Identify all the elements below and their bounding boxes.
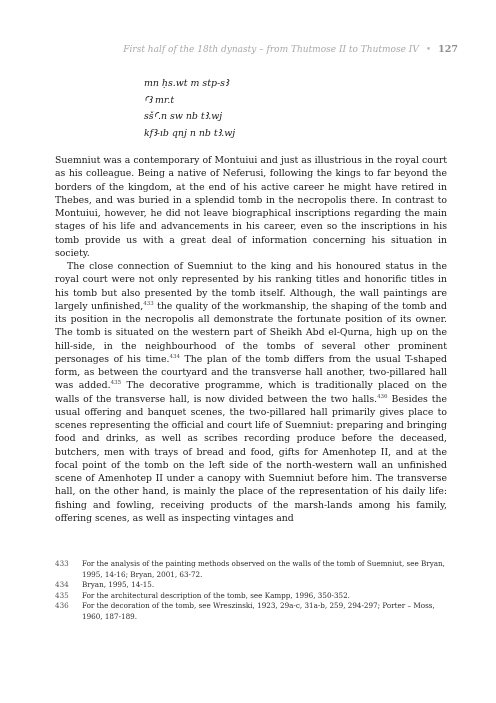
footnote <box>55 601 447 622</box>
footnote <box>55 580 447 591</box>
footnote-number: 433 <box>55 559 69 568</box>
text-run: The decorative programme, which is traditionally placed on the walls of the transverse hall, is now divided between the two halls. <box>55 380 447 405</box>
footnote-ref[interactable]: 436 <box>377 393 388 400</box>
title-line: ꜤꜢ mr.t <box>144 94 175 106</box>
footnote-ref[interactable]: 434 <box>169 353 180 360</box>
text-run: Besides the usual offering and banquet scenes, the two-pillared hall primarily gives place to scenes representing the official and court life of Suemniut: preparing and bringing food and drinks, as well as scribes recording produce before the deceased, butchers, men with trays of bread and food, gifts for Amenhotep II, and at the focal point of the tomb on the left side of the north-western wall an unfinished scene of Amenhotep II under a canopy with Suemniut before him. The transverse hall, on the other hand, is mainly the place of the representation of his daily life: fishing and fowling, receiving products of the marsh-lands among his family, offering scenes, as well as inspecting vintages and <box>55 393 447 524</box>
footnote <box>55 591 447 602</box>
footnote-number: 436 <box>55 601 69 611</box>
bullet-separator: • <box>425 45 432 55</box>
title-line: kfꜢ-ıb qnj n nb tꜢ.wj <box>144 127 236 139</box>
footnote-number: 434 <box>55 580 69 590</box>
footnote <box>55 559 447 580</box>
text-run: The plan of the tomb differs from the usual T-shaped form, as between the courtyard and the transverse hall another, two-pillared hall was added. <box>55 353 447 392</box>
text-run: the quality of the workmanship, the shaping of the tomb and its position in the necropolis all demonstrate the fortunate position of its owner. The tomb is situated on the western part of Sheikh Abd el-Qurna, high up on the hill-side, in the neighbourhood of the tombs of several other prominent personages of his time. <box>55 300 447 365</box>
paragraph <box>55 154 447 260</box>
running-head-title: First half of the 18th dynasty – from Thutmose II to Thutmose IV <box>123 45 419 55</box>
footnote-text: For the decoration of the tomb, see Wreszinski, 1923, 29a-c, 31a-b, 259, 294-297; Porter – Moss, 1960, 187-189. <box>82 601 435 621</box>
footnote-ref[interactable]: 433 <box>143 300 154 307</box>
footnote-ref[interactable]: 435 <box>110 380 122 387</box>
title-line: sšꜤ.n sw nb tꜢ.wj <box>144 111 223 122</box>
footnote-text: For the analysis of the painting methods observed on the walls of the tomb of Suemniut, see Bryan, 1995, 14-16; Bryan, 2001, 63-72. <box>82 559 445 579</box>
title-line: mn ḥs.wt m stp-sꜢ <box>144 78 229 89</box>
page-number: 127 <box>438 44 458 55</box>
footnotes <box>55 559 447 623</box>
footnote-number: 435 <box>55 590 69 600</box>
body-text <box>55 154 447 525</box>
paragraph <box>55 260 447 525</box>
titles-list <box>144 76 235 142</box>
text-run: The close connection of Suemniut to the king and his honoured status in the royal court were not only represented by his ranking titles and honorific titles in his tomb but also presented by the tomb itself. Although, the wall paintings are largely unfinished, <box>55 261 447 312</box>
footnote-text: Bryan, 1995, 14-15. <box>82 580 155 590</box>
text-run: Suemniut was a contemporary of Montuiui and just as illustrious in the royal court as his colleague. Being a native of Neferusi, following the kings to far beyond the borders of the kingdom, at the end of his active career he might have retired in Thebes, and was buried in a splendid tomb in the necropolis there. In contrast to Montuiui, however, he did not leave biographical inscriptions regarding the main stages of his life and advancements in his career, even so the inscriptions in his tomb provide us with a great deal of information concerning his situation in society. <box>55 155 447 259</box>
running-head <box>123 44 458 55</box>
footnote-text: For the architectural description of the tomb, see Kampp, 1996, 350-352. <box>82 590 350 600</box>
